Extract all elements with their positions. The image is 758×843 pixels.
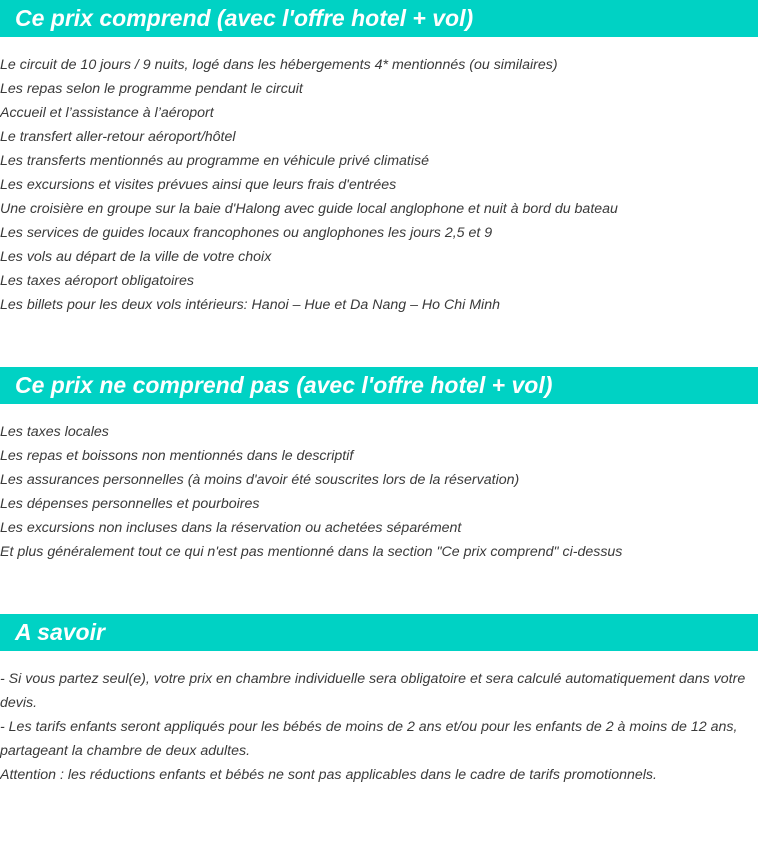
list-item: Les transferts mentionnés au programme en véhicule privé climatisé: [0, 153, 429, 169]
list-item: Le transfert aller-retour aéroport/hôtel: [0, 129, 236, 145]
list-item: Les taxes aéroport obligatoires: [0, 273, 195, 289]
section-header-not-included: [0, 367, 758, 404]
section-title-a-savoir: A savoir: [15, 619, 105, 645]
list-item: Les repas et boissons non mentionnés dans le descriptif: [0, 448, 354, 464]
section-title-included: Ce prix comprend (avec l'offre hotel + vol): [15, 5, 474, 31]
info-paragraph: - Si vous partez seul(e), votre prix en chambre individuelle sera obligatoire et sera calculé automatiquement dans votre devis.: [0, 671, 746, 711]
section-header-a-savoir: [0, 614, 758, 651]
section-title-not-included: Ce prix ne comprend pas (avec l'offre hotel + vol): [15, 372, 553, 398]
list-item: Les repas selon le programme pendant le circuit: [0, 81, 303, 97]
list-item: Les billets pour les deux vols intérieurs: Hanoi – Hue et Da Nang – Ho Chi Minh: [0, 297, 500, 313]
section-header-included: [0, 0, 758, 37]
info-paragraph: - Les tarifs enfants seront appliqués pour les bébés de moins de 2 ans et/ou pour les enfants de 2 à moins de 12 ans, partageant la chambre de deux adultes.: [0, 719, 738, 759]
list-item: Accueil et l’assistance à l’aéroport: [0, 105, 214, 121]
list-item: Et plus généralement tout ce qui n'est pas mentionné dans la section "Ce prix comprend" ci-dessus: [0, 544, 623, 560]
a-savoir-text: [0, 667, 752, 787]
list-item: Les services de guides locaux francophones ou anglophones les jours 2,5 et 9: [0, 225, 493, 241]
info-paragraph: Attention : les réductions enfants et bébés ne sont pas applicables dans le cadre de tarifs promotionnels.: [0, 767, 657, 783]
list-item: Le circuit de 10 jours / 9 nuits, logé dans les hébergements 4* mentionnés (ou similaires): [0, 57, 558, 73]
list-item: Les assurances personnelles (à moins d'avoir été souscrites lors de la réservation): [0, 472, 520, 488]
included-list: [0, 53, 758, 317]
not-included-list: [0, 420, 758, 564]
list-item: Les excursions non incluses dans la réservation ou achetées séparément: [0, 520, 462, 536]
list-item: Les excursions et visites prévues ainsi que leurs frais d'entrées: [0, 177, 397, 193]
list-item: Une croisière en groupe sur la baie d'Halong avec guide local anglophone et nuit à bord du bateau: [0, 201, 618, 217]
list-item: Les taxes locales: [0, 424, 109, 440]
list-item: Les dépenses personnelles et pourboires: [0, 496, 260, 512]
list-item: Les vols au départ de la ville de votre choix: [0, 249, 272, 265]
